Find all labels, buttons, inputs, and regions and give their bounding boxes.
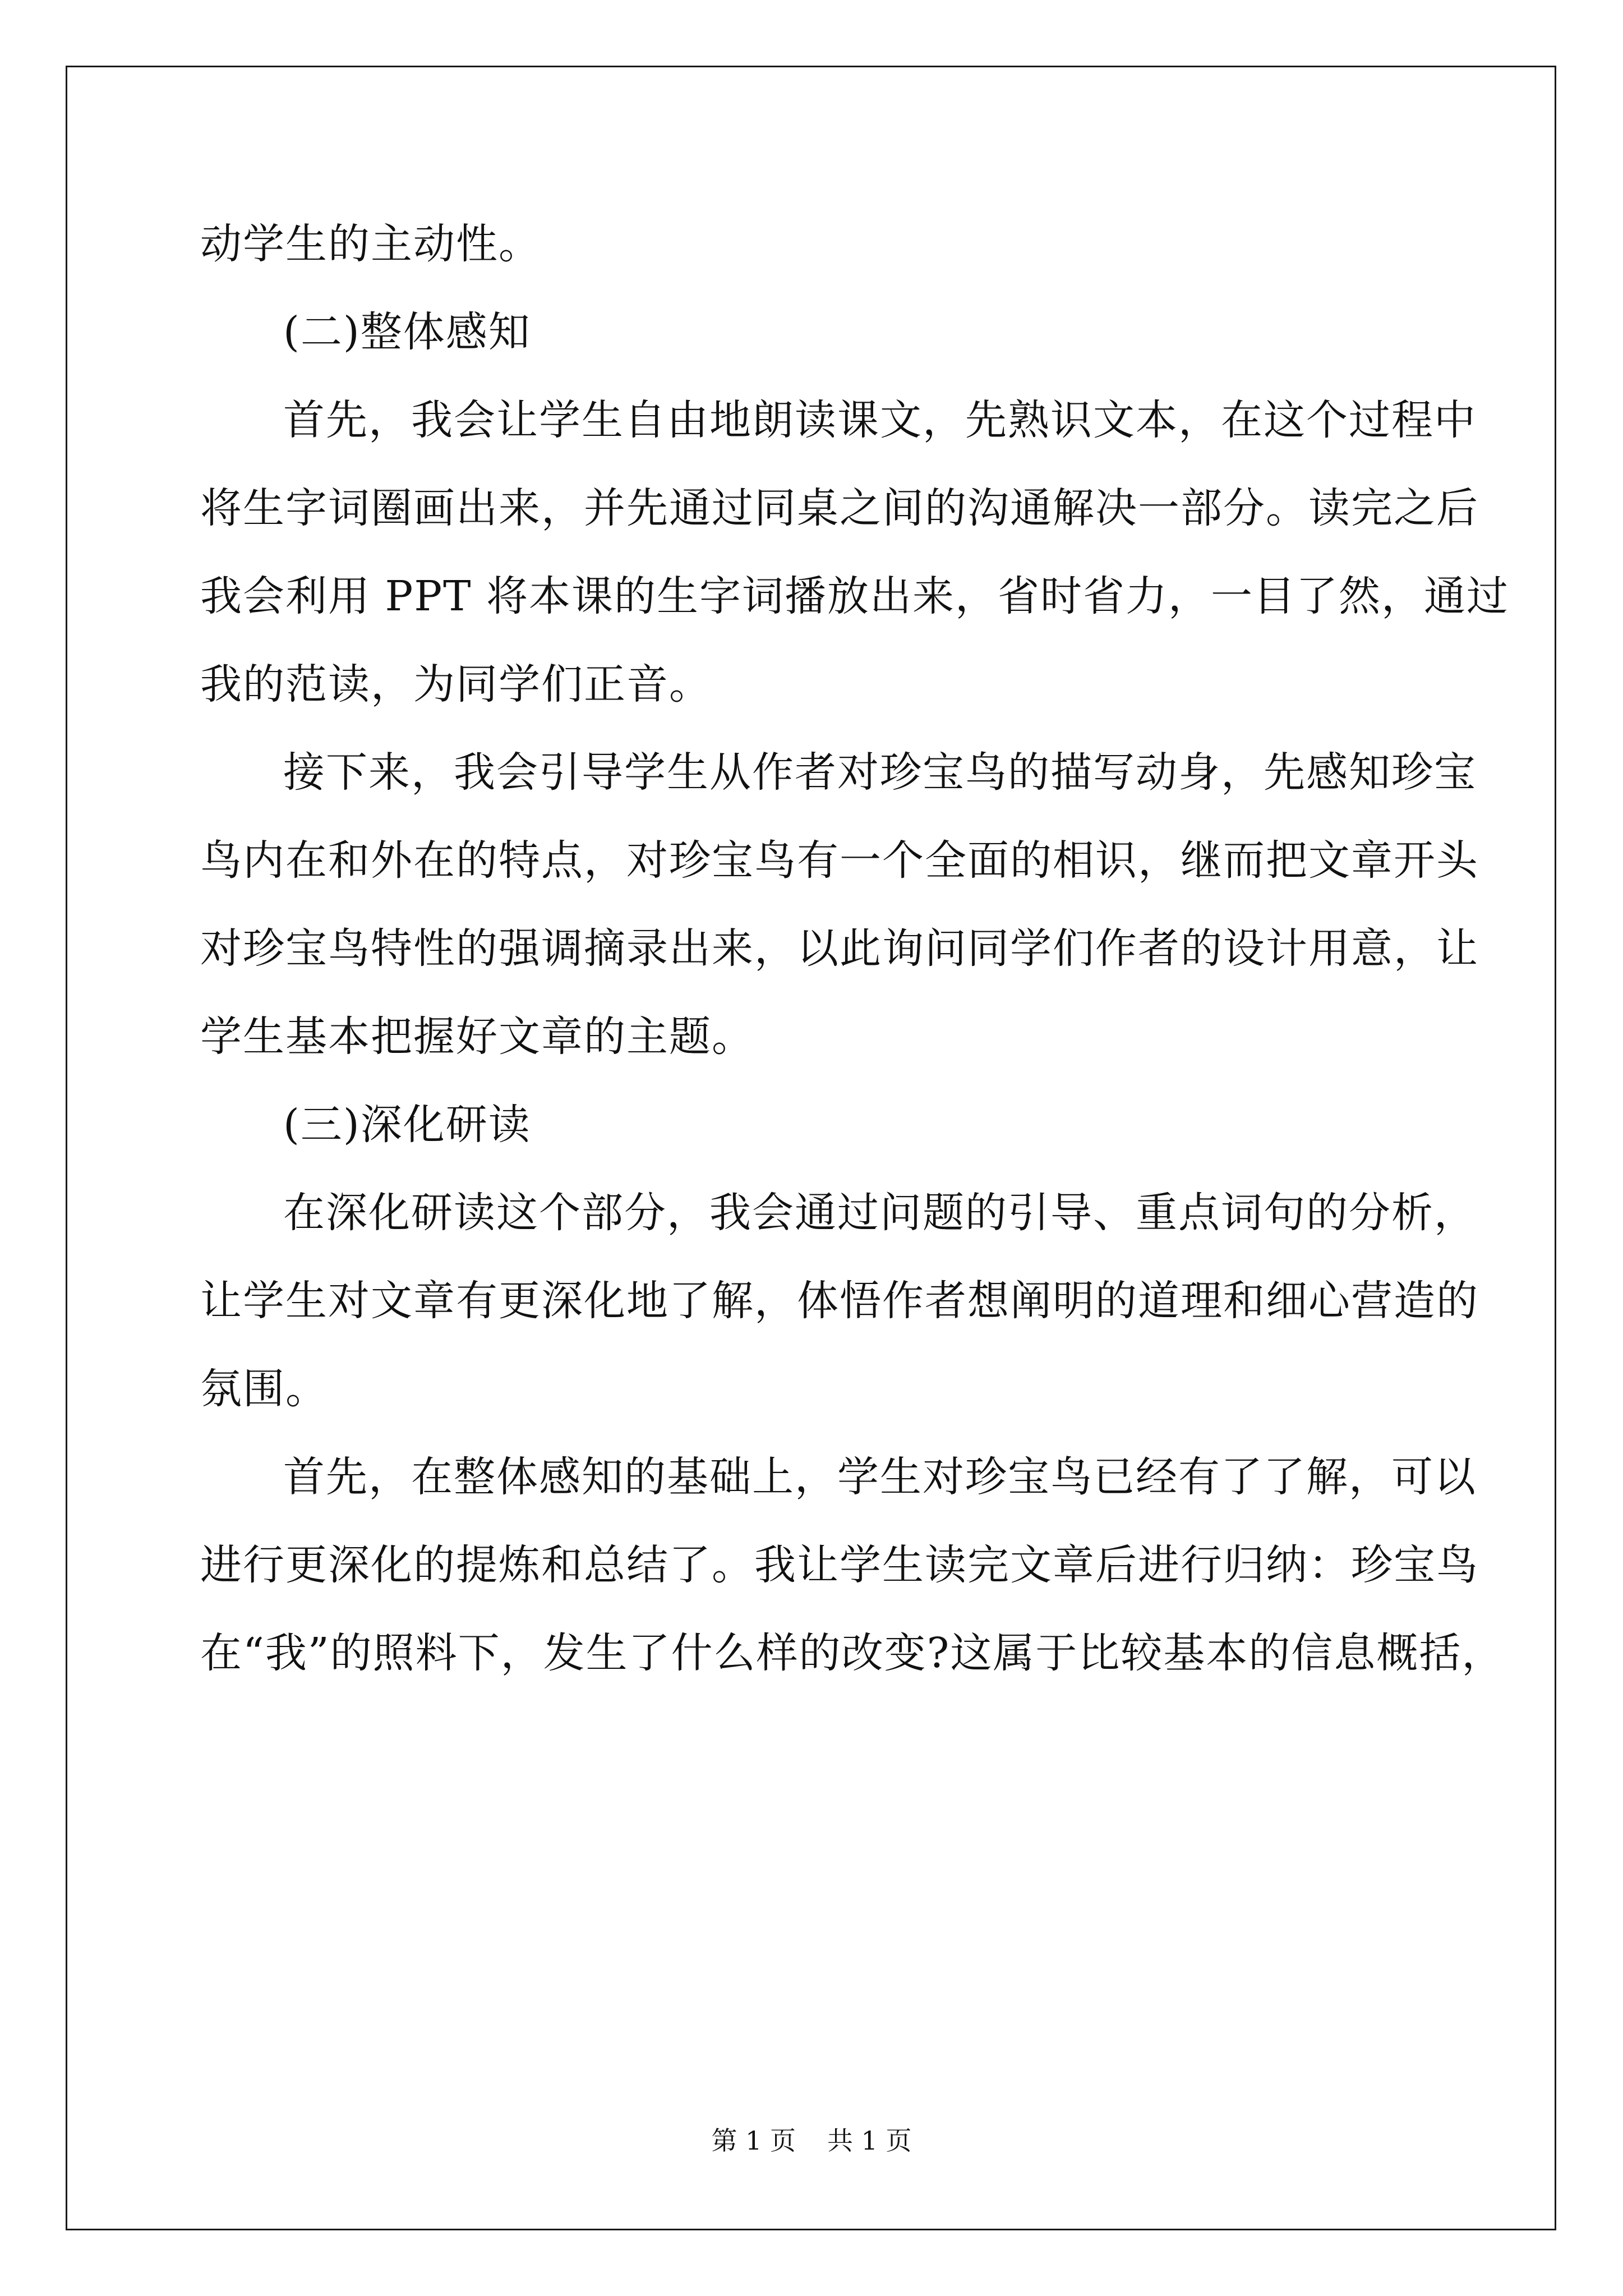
- paragraph-line: 在“我”的照料下，发生了什么样的改变?这属于比较基本的信息概括，: [200, 1629, 1505, 1677]
- paragraph-line: 将生字词圈画出来，并先通过同桌之间的沟通解决一部分。读完之后: [200, 484, 1479, 532]
- section-heading: (二)整体感知: [283, 308, 531, 356]
- paragraph-line: 进行更深化的提炼和总结了。我让学生读完文章后进行归纳：珍宝鸟: [200, 1541, 1479, 1589]
- paragraph-line: 学生基本把握好文章的主题。: [200, 1013, 754, 1061]
- paragraph-line: 我的范读，为同学们正音。: [200, 660, 712, 708]
- page-footer: [0, 2125, 1623, 2156]
- section-heading: (三)深化研读: [283, 1101, 531, 1149]
- paragraph-line: 在深化研读这个部分，我会通过问题的引导、重点词句的分析，: [283, 1189, 1477, 1237]
- page-number: 第 1 页: [711, 2125, 796, 2156]
- paragraph-line: 首先，在整体感知的基础上，学生对珍宝鸟已经有了了解，可以: [283, 1453, 1477, 1501]
- paragraph-line: 接下来，我会引导学生从作者对珍宝鸟的描写动身，先感知珍宝: [283, 748, 1477, 797]
- paragraph-line: 首先，我会让学生自由地朗读课文，先熟识文本，在这个过程中: [283, 396, 1477, 444]
- paragraph-line: 我会利用 PPT 将本课的生字词播放出来，省时省力，一目了然，通过: [200, 572, 1509, 620]
- paragraph-line: 氛围。: [200, 1365, 328, 1413]
- page-total: 共 1 页: [827, 2125, 912, 2156]
- paragraph-line: 让学生对文章有更深化地了解，体悟作者想阐明的道理和细心营造的: [200, 1277, 1479, 1325]
- paragraph-line: 对珍宝鸟特性的强调摘录出来，以此询问同学们作者的设计用意，让: [200, 924, 1479, 973]
- paragraph-line: 鸟内在和外在的特点，对珍宝鸟有一个全面的相识，继而把文章开头: [200, 836, 1479, 885]
- paragraph-line: 动学生的主动性。: [200, 220, 541, 268]
